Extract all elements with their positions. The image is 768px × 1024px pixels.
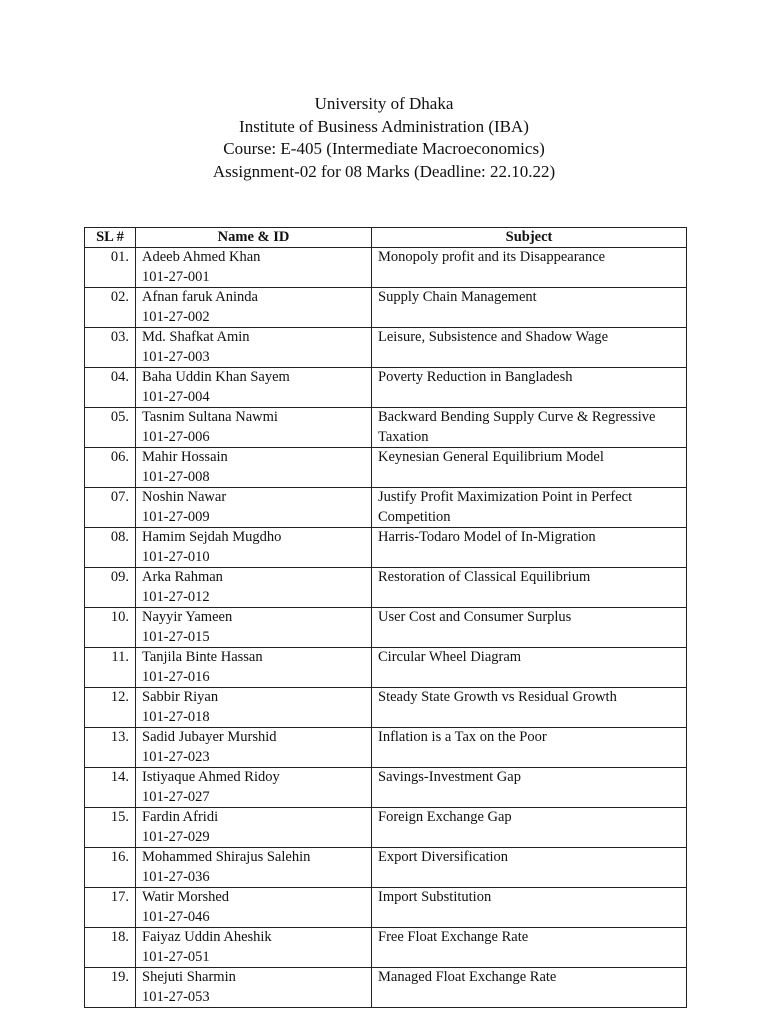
subject-cell xyxy=(372,568,687,608)
serial-number-cell: 13. xyxy=(85,728,136,768)
subject-cell xyxy=(372,848,687,888)
subject-cell xyxy=(372,488,687,528)
name-id-cell xyxy=(136,768,372,808)
student-id: 101-27-046 xyxy=(142,908,210,925)
name-id-cell xyxy=(136,848,372,888)
serial-number-cell: 15. xyxy=(85,808,136,848)
student-name: Mohammed Shirajus Salehin xyxy=(142,849,311,865)
course-title: Course: E-405 (Intermediate Macroeconomics) xyxy=(223,139,545,158)
subject-cell xyxy=(372,968,687,1008)
table-row xyxy=(85,368,687,408)
subject-text: Supply Chain Management xyxy=(378,289,537,305)
subject-text: User Cost and Consumer Surplus xyxy=(378,609,572,625)
name-id-cell xyxy=(136,448,372,488)
serial-number-cell: 07. xyxy=(85,488,136,528)
name-id-cell xyxy=(136,568,372,608)
name-id-cell xyxy=(136,608,372,648)
name-id-cell xyxy=(136,728,372,768)
serial-number-cell: 10. xyxy=(85,608,136,648)
student-name: Noshin Nawar xyxy=(142,489,227,505)
subject-cell xyxy=(372,328,687,368)
university-name: University of Dhaka xyxy=(314,94,454,113)
subject-cell xyxy=(372,928,687,968)
subject-text: Harris-Todaro Model of In-Migration xyxy=(378,529,596,545)
subject-cell xyxy=(372,888,687,928)
student-id: 101-27-008 xyxy=(142,468,210,485)
name-id-cell xyxy=(136,248,372,288)
table-row xyxy=(85,608,687,648)
subject-cell xyxy=(372,448,687,488)
assignment-title: Assignment-02 for 08 Marks (Deadline: 22.10.22) xyxy=(212,161,556,181)
name-id-cell xyxy=(136,688,372,728)
student-id: 101-27-003 xyxy=(142,348,210,365)
subject-cell xyxy=(372,248,687,288)
table-row xyxy=(85,728,687,768)
table-row xyxy=(85,488,687,528)
student-id: 101-27-016 xyxy=(142,668,210,685)
subject-text: Foreign Exchange Gap xyxy=(378,809,512,825)
serial-number-cell: 06. xyxy=(85,448,136,488)
student-id: 101-27-023 xyxy=(142,748,210,765)
subject-text: Steady State Growth vs Residual Growth xyxy=(378,689,617,705)
serial-number-cell: 19. xyxy=(85,968,136,1008)
subject-text: Inflation is a Tax on the Poor xyxy=(378,729,547,745)
serial-number-cell: 08. xyxy=(85,528,136,568)
student-name: Adeeb Ahmed Khan xyxy=(142,249,261,265)
subject-text: Savings-Investment Gap xyxy=(378,769,521,785)
subject-cell xyxy=(372,688,687,728)
table-row xyxy=(85,808,687,848)
subject-cell xyxy=(372,648,687,688)
table-row xyxy=(85,248,687,288)
subject-text: Managed Float Exchange Rate xyxy=(378,969,557,985)
name-id-cell xyxy=(136,328,372,368)
table-row xyxy=(85,688,687,728)
student-id: 101-27-015 xyxy=(142,628,210,645)
name-id-cell xyxy=(136,288,372,328)
student-name: Shejuti Sharmin xyxy=(142,969,236,985)
table-row xyxy=(85,528,687,568)
subject-cell xyxy=(372,768,687,808)
assignment-table xyxy=(84,227,687,1008)
table-row xyxy=(85,288,687,328)
student-id: 101-27-029 xyxy=(142,828,210,845)
student-name: Mahir Hossain xyxy=(142,449,228,465)
subject-cell xyxy=(372,608,687,648)
student-name: Tanjila Binte Hassan xyxy=(142,649,263,665)
name-id-cell xyxy=(136,368,372,408)
student-id: 101-27-051 xyxy=(142,948,210,965)
student-name: Sabbir Riyan xyxy=(142,689,219,705)
student-id: 101-27-010 xyxy=(142,548,210,565)
subject-cell xyxy=(372,368,687,408)
serial-number-cell: 18. xyxy=(85,928,136,968)
student-name: Faiyaz Uddin Aheshik xyxy=(142,929,272,945)
serial-number-cell: 14. xyxy=(85,768,136,808)
table-row xyxy=(85,928,687,968)
subject-text: Keynesian General Equilibrium Model xyxy=(378,449,604,465)
student-name: Fardin Afridi xyxy=(142,809,219,825)
document-header xyxy=(0,93,768,183)
table-row xyxy=(85,848,687,888)
subject-text: Circular Wheel Diagram xyxy=(378,649,522,665)
name-id-cell xyxy=(136,408,372,448)
serial-number-cell: 04. xyxy=(85,368,136,408)
serial-number-cell: 02. xyxy=(85,288,136,328)
subject-cell xyxy=(372,408,687,448)
serial-number-cell: 05. xyxy=(85,408,136,448)
table-row xyxy=(85,568,687,608)
subject-cell xyxy=(372,288,687,328)
serial-number-cell: 17. xyxy=(85,888,136,928)
student-id: 101-27-053 xyxy=(142,988,210,1005)
student-id: 101-27-012 xyxy=(142,588,210,605)
subject-text: Leisure, Subsistence and Shadow Wage xyxy=(378,329,609,345)
student-name: Tasnim Sultana Nawmi xyxy=(142,409,278,425)
name-id-cell xyxy=(136,488,372,528)
student-name: Istiyaque Ahmed Ridoy xyxy=(142,769,280,785)
name-id-cell xyxy=(136,808,372,848)
name-id-cell xyxy=(136,968,372,1008)
student-id: 101-27-036 xyxy=(142,868,210,885)
subject-cell xyxy=(372,528,687,568)
subject-text: Import Substitution xyxy=(378,889,492,905)
student-name: Afnan faruk Aninda xyxy=(142,289,258,305)
student-name: Hamim Sejdah Mugdho xyxy=(142,529,282,545)
student-name: Sadid Jubayer Murshid xyxy=(142,729,277,745)
institute-name: Institute of Business Administration (IBA) xyxy=(239,116,529,136)
table-row xyxy=(85,768,687,808)
column-header-sl: SL # xyxy=(85,228,136,248)
subject-text: Justify Profit Maximization Point in Perfect Competition xyxy=(378,489,633,525)
student-name: Nayyir Yameen xyxy=(142,609,233,625)
serial-number-cell: 12. xyxy=(85,688,136,728)
serial-number-cell: 03. xyxy=(85,328,136,368)
student-id: 101-27-001 xyxy=(142,268,210,285)
table-row xyxy=(85,448,687,488)
name-id-cell xyxy=(136,928,372,968)
column-header-subject: Subject xyxy=(372,228,687,248)
subject-text: Export Diversification xyxy=(378,849,509,865)
student-id: 101-27-004 xyxy=(142,388,210,405)
serial-number-cell: 01. xyxy=(85,248,136,288)
name-id-cell xyxy=(136,528,372,568)
student-name: Baha Uddin Khan Sayem xyxy=(142,369,290,385)
serial-number-cell: 16. xyxy=(85,848,136,888)
serial-number-cell: 09. xyxy=(85,568,136,608)
subject-text: Restoration of Classical Equilibrium xyxy=(378,569,591,585)
subject-text: Poverty Reduction in Bangladesh xyxy=(378,369,573,385)
table-row xyxy=(85,968,687,1008)
student-name: Md. Shafkat Amin xyxy=(142,329,250,345)
table-row xyxy=(85,408,687,448)
subject-cell xyxy=(372,808,687,848)
student-id: 101-27-027 xyxy=(142,788,210,805)
student-name: Arka Rahman xyxy=(142,569,223,585)
table-row xyxy=(85,648,687,688)
table-row xyxy=(85,888,687,928)
subject-text: Free Float Exchange Rate xyxy=(378,929,529,945)
table-header-row xyxy=(85,228,687,248)
table-row xyxy=(85,328,687,368)
name-id-cell xyxy=(136,648,372,688)
subject-text: Monopoly profit and its Disappearance xyxy=(378,249,606,265)
serial-number-cell: 11. xyxy=(85,648,136,688)
student-id: 101-27-006 xyxy=(142,428,210,445)
column-header-name-id: Name & ID xyxy=(136,228,372,248)
student-name: Watir Morshed xyxy=(142,889,230,905)
subject-cell xyxy=(372,728,687,768)
student-id: 101-27-018 xyxy=(142,708,210,725)
name-id-cell xyxy=(136,888,372,928)
student-id: 101-27-002 xyxy=(142,308,210,325)
subject-text: Backward Bending Supply Curve & Regressive Taxation xyxy=(378,409,656,445)
student-id: 101-27-009 xyxy=(142,508,210,525)
